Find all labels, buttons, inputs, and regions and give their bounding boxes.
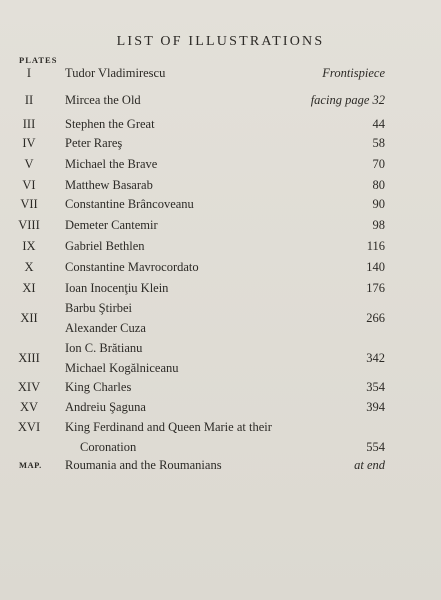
list-item: [0, 420, 441, 459]
page-title: LIST OF ILLUSTRATIONS: [116, 34, 325, 49]
list-item: [0, 136, 441, 156]
list-item: [0, 218, 441, 238]
section-label-plates: PLATES: [19, 55, 58, 65]
entry-title: King Ferdinand and Queen Marie at their: [65, 420, 272, 434]
entry-title: Demeter Cantemir: [65, 218, 158, 232]
page-reference: 554: [366, 439, 385, 454]
list-item: [0, 117, 441, 137]
entry-title: Coronation: [80, 439, 137, 454]
page-reference: 354: [366, 380, 385, 394]
entry-title: King Charles: [65, 380, 132, 394]
plate-number: V: [24, 157, 34, 171]
plate-number: XI: [22, 281, 36, 295]
entry-title: Michael the Brave: [65, 157, 158, 171]
entry-title: Ion C. Brătianu: [65, 341, 143, 355]
entry-title: Mircea the Old: [65, 93, 141, 107]
page-reference: 116: [366, 239, 385, 253]
entry-title: Andreiu Şaguna: [65, 400, 146, 414]
page-reference: 394: [366, 400, 385, 414]
page-reference: 140: [366, 260, 385, 274]
list-item: [0, 341, 441, 380]
list-item: [0, 301, 441, 340]
page-reference: at end: [354, 458, 385, 472]
page-reference: 342: [366, 350, 385, 365]
page-reference: 176: [366, 281, 385, 295]
entry-title: Roumania and the Roumanians: [65, 458, 222, 472]
list-item: [0, 157, 441, 177]
list-item: [0, 93, 441, 113]
entry-title: Constantine Brâncoveanu: [65, 197, 194, 211]
plate-number: II: [24, 93, 34, 107]
entry-title: Constantine Mavrocordato: [65, 260, 199, 274]
list-item: [0, 178, 441, 198]
plate-number: IX: [22, 239, 36, 253]
map-label: MAP.: [19, 460, 42, 470]
entry-title: Peter Rareş: [65, 136, 123, 150]
list-item: [0, 260, 441, 280]
plate-number: XV: [19, 400, 39, 414]
entry-title: Barbu Ştirbei: [65, 301, 133, 315]
page-reference: facing page 32: [310, 93, 385, 107]
plate-number: XIV: [17, 380, 41, 394]
list-item: [0, 281, 441, 301]
entry-title: Alexander Cuza: [65, 320, 146, 335]
list-item: [0, 197, 441, 217]
plate-number: VI: [22, 178, 36, 192]
entry-title: Gabriel Bethlen: [65, 239, 145, 253]
entry-title: Tudor Vladimirescu: [65, 66, 166, 80]
list-item: [0, 239, 441, 259]
plate-number: VII: [20, 197, 38, 211]
page-reference: 266: [366, 310, 385, 325]
plate-number: XIII: [18, 350, 40, 365]
page-reference: 44: [372, 117, 385, 131]
page-reference: 80: [372, 178, 385, 192]
list-item: [0, 400, 441, 420]
plate-number: XVI: [17, 420, 41, 434]
page-reference: 98: [372, 218, 385, 232]
plate-number: X: [24, 260, 34, 274]
list-item: [0, 380, 441, 400]
plate-number: VIII: [18, 218, 40, 232]
plate-number: I: [26, 66, 32, 80]
page-reference: 58: [372, 136, 385, 150]
page-reference: 70: [372, 157, 385, 171]
plate-number: IV: [22, 136, 36, 150]
page-reference: 90: [372, 197, 385, 211]
plate-number: XII: [20, 310, 38, 325]
entry-title: Ioan Inocenţiu Klein: [65, 281, 169, 295]
entry-title: Michael Kogălniceanu: [65, 360, 179, 375]
plate-number: III: [22, 117, 36, 131]
entry-title: Stephen the Great: [65, 117, 155, 131]
list-item: [0, 66, 441, 86]
list-item: [0, 458, 441, 478]
page-reference: Frontispiece: [322, 66, 385, 80]
entry-title: Matthew Basarab: [65, 178, 153, 192]
